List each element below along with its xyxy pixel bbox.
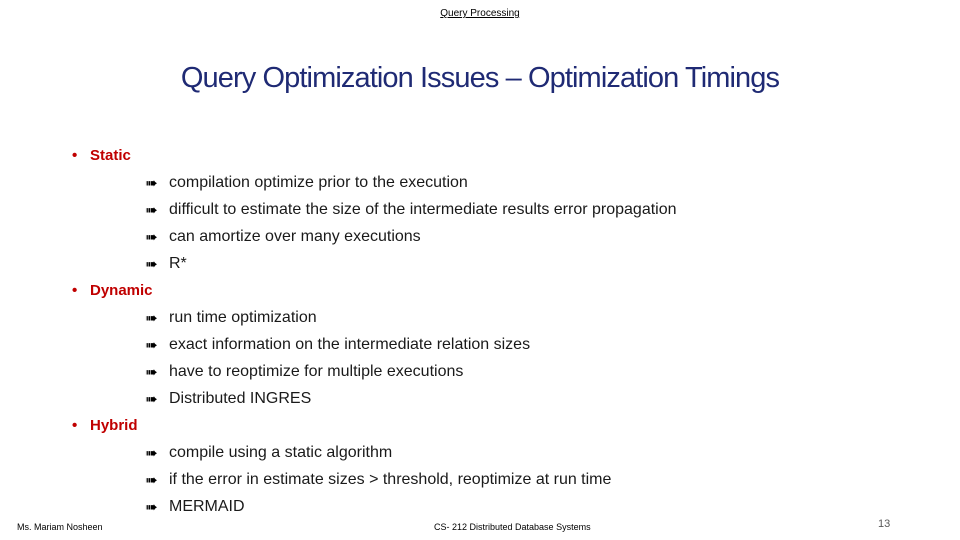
sub-item-text: exact information on the intermediate relation sizes (169, 335, 531, 353)
sub-item (72, 331, 892, 358)
arrow-icon: ➠ (145, 255, 158, 273)
arrow-icon: ➠ (145, 336, 158, 354)
arrow-icon: ➠ (145, 363, 158, 381)
bullet-label: Hybrid (90, 417, 138, 434)
arrow-icon: ➠ (145, 174, 158, 192)
sub-item-text: run time optimization (169, 308, 317, 326)
sub-item (72, 250, 892, 277)
sub-item-text: MERMAID (169, 497, 245, 515)
sub-item (72, 466, 892, 493)
bullet-dot-icon: • (72, 417, 78, 434)
sub-item-text: compile using a static algorithm (169, 443, 393, 461)
footer-course: CS- 212 Distributed Database Systems (434, 522, 591, 532)
sub-item (72, 385, 892, 412)
bullet-label: Dynamic (90, 282, 153, 299)
sub-item-text: compilation optimize prior to the execution (169, 173, 468, 191)
sub-item (72, 358, 892, 385)
slide-title: Query Optimization Issues – Optimization Timings (180, 62, 780, 94)
page-number: 13 (878, 518, 891, 530)
bullet-hybrid (72, 412, 892, 439)
slide-content (72, 142, 892, 520)
sub-item-text: R* (169, 254, 187, 272)
arrow-icon: ➠ (145, 309, 158, 327)
bullet-static (72, 142, 892, 169)
sub-item-text: can amortize over many executions (169, 227, 421, 245)
footer-author: Ms. Mariam Nosheen (17, 522, 103, 532)
sub-item (72, 493, 892, 520)
sub-item-text: have to reoptimize for multiple executions (169, 362, 464, 380)
sub-item (72, 439, 892, 466)
bullet-label: Static (90, 147, 131, 164)
bullet-dot-icon: • (72, 147, 78, 164)
sub-item (72, 196, 892, 223)
arrow-icon: ➠ (145, 390, 158, 408)
bullet-dynamic (72, 277, 892, 304)
arrow-icon: ➠ (145, 471, 158, 489)
header-text: Query Processing (440, 8, 520, 19)
arrow-icon: ➠ (145, 444, 158, 462)
arrow-icon: ➠ (145, 228, 158, 246)
sub-item-text: difficult to estimate the size of the intermediate results error propagation (169, 200, 677, 218)
arrow-icon: ➠ (145, 498, 158, 516)
arrow-icon: ➠ (145, 201, 158, 219)
sub-item (72, 304, 892, 331)
sub-item (72, 223, 892, 250)
bullet-dot-icon: • (72, 282, 78, 299)
sub-item (72, 169, 892, 196)
sub-item-text: if the error in estimate sizes > threshold, reoptimize at run time (169, 470, 612, 488)
sub-item-text: Distributed INGRES (169, 389, 312, 407)
